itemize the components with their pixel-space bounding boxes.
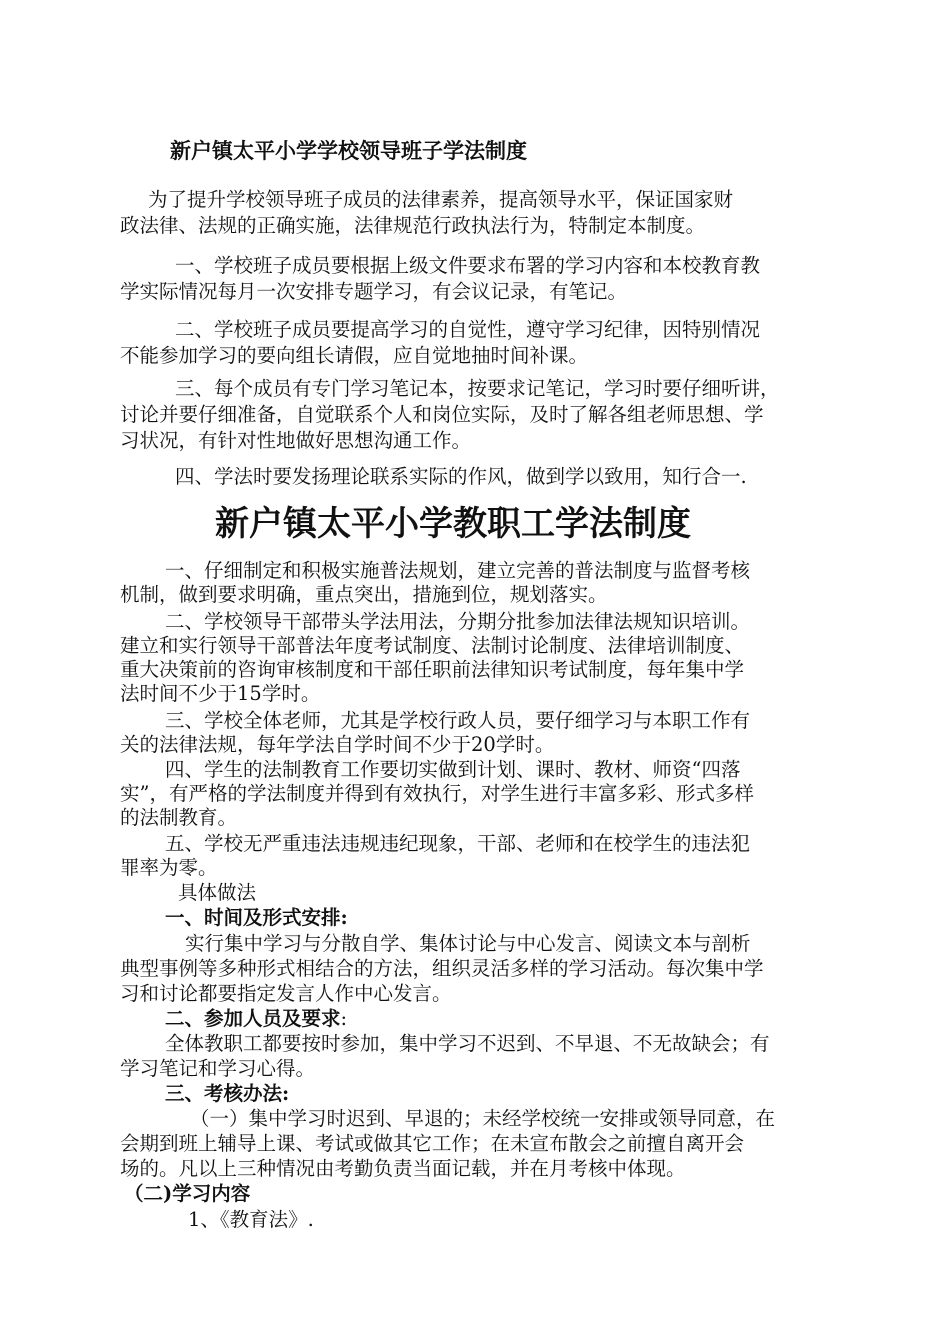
leader-item-2: 二、学校班子成员要提高学习的自觉性，遵守学习纪律，因特别情况 [175, 318, 761, 341]
leader-item-4: 四、学法时要发扬理论联系实际的作风，做到学以致用，知行合一. [175, 465, 747, 488]
section-2-body: 学习笔记和学习心得。 [120, 1057, 316, 1080]
staff-item-2: 法时间不少于15学时。 [120, 682, 321, 705]
staff-item-3: 三、学校全体老师，尤其是学校行政人员，要仔细学习与本职工作有 [165, 709, 751, 732]
section-3-heading: 三、考核办法: [165, 1082, 290, 1105]
staff-item-4: 的法制教育。 [120, 806, 238, 829]
staff-item-5: 五、学校无严重违法违规违纪现象，干部、老师和在校学生的违法犯 [165, 832, 751, 855]
section-2-body: 全体教职工都要按时参加，集中学习不迟到、不早退、不无故缺会；有 [165, 1032, 770, 1055]
staff-item-1: 一、仔细制定和积极实施普法规划，建立完善的普法制度与监督考核 [165, 559, 751, 582]
intro-line: 为了提升学校领导班子成员的法律素养，提高领导水平，保证国家财 [148, 188, 734, 211]
staff-item-5: 罪率为零。 [120, 856, 218, 879]
practice-heading: 具体做法 [178, 881, 257, 904]
leader-item-2: 不能参加学习的要向组长请假，应自觉地抽时间补课。 [120, 344, 589, 367]
staff-title: 新户镇太平小学教职工学法制度 [215, 504, 691, 544]
staff-item-4: 实”，有严格的学法制度并得到有效执行，对学生进行丰富多彩、形式多样 [120, 782, 754, 805]
staff-item-3: 关的法律法规，每年学法自学时间不少于20学时。 [120, 733, 555, 756]
section-3-body: 会期到班上辅导上课、考试或做其它工作；在未宣布散会之前擅自离开会 [120, 1132, 745, 1155]
leader-item-3: 讨论并要仔细准备，自觉联系个人和岗位实际，及时了解各组老师思想、学 [120, 403, 764, 426]
staff-item-2: 重大决策前的咨询审核制度和干部任职前法律知识考试制度，每年集中学 [120, 658, 745, 681]
section-2-heading-line [165, 1006, 347, 1032]
leader-item-3: 三、每个成员有专门学习笔记本，按要求记笔记，学习时要仔细听讲， [175, 377, 780, 400]
section-1-body: 典型事例等多种形式相结合的方法，组织灵活多样的学习活动。每次集中学 [120, 957, 764, 980]
section-3-body: （一）集中学习时迟到、早退的；未经学校统一安排或领导同意，在 [190, 1107, 776, 1130]
content-item-1: 1、《教育法》. [188, 1208, 314, 1231]
leader-item-1: 学实际情况每月一次安排专题学习，有会议记录，有笔记。 [120, 280, 628, 303]
section-1-body: 习和讨论都要指定发言人作中心发言。 [120, 982, 452, 1005]
section-2-heading: 二、参加人员及要求 [165, 1007, 341, 1030]
subsection-2-heading: （二)学习内容 [124, 1182, 251, 1205]
intro-line: 政法律、法规的正确实施，法律规范行政执法行为，特制定本制度。 [120, 214, 706, 237]
section-2-colon: : [340, 1007, 348, 1030]
staff-item-2: 二、学校领导干部带头学法用法，分期分批参加法律法规知识培训。 [165, 610, 751, 633]
leader-item-3: 习状况，有针对性地做好思想沟通工作。 [120, 429, 472, 452]
staff-item-4: 四、学生的法制教育工作要切实做到计划、课时、教材、师资“四落 [165, 758, 741, 781]
leadership-title: 新户镇太平小学学校领导班子学法制度 [170, 138, 527, 163]
staff-item-2: 建立和实行领导干部普法年度考试制度、法制讨论制度、法律培训制度、 [120, 634, 745, 657]
section-1-heading: 一、时间及形式安排: [165, 906, 348, 929]
section-1-body: 实行集中学习与分散自学、集体讨论与中心发言、阅读文本与剖析 [185, 932, 751, 955]
staff-item-1: 机制，做到要求明确，重点突出，措施到位，规划落实。 [120, 583, 608, 606]
leader-item-1: 一、学校班子成员要根据上级文件要求布署的学习内容和本校教育教 [175, 254, 761, 277]
section-3-body: 场的。凡以上三种情况由考勤负责当面记载，并在月考核中体现。 [120, 1157, 686, 1180]
